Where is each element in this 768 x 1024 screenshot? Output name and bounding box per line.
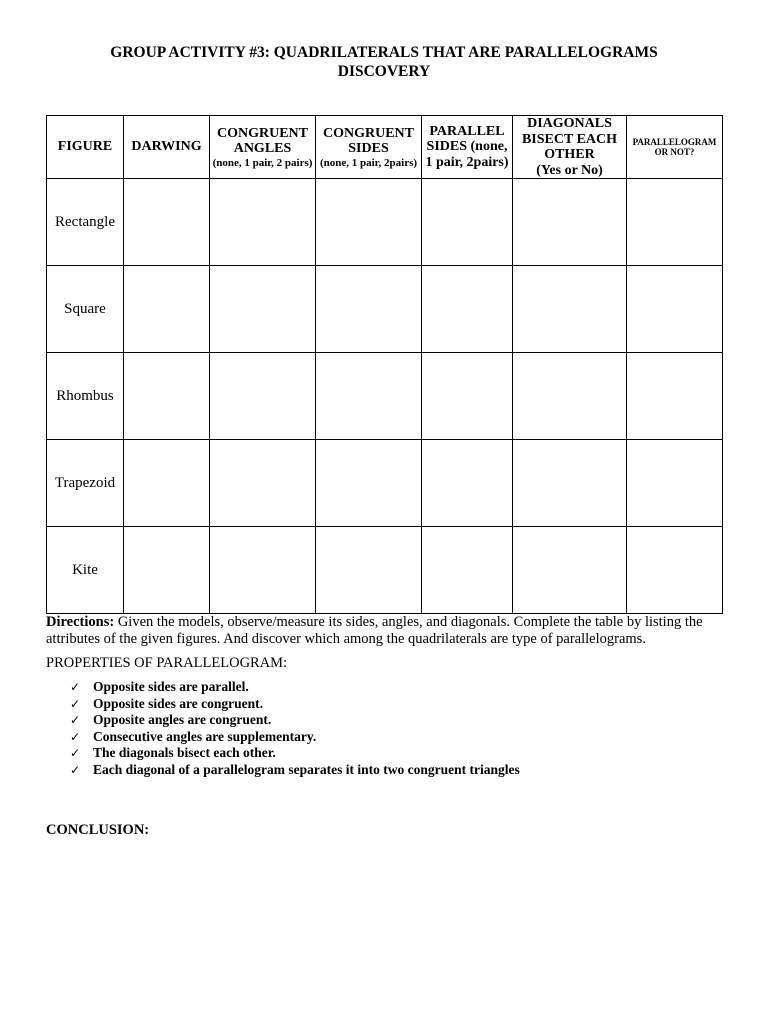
property-text: The diagonals bisect each other. [93,745,276,760]
figure-name: Square [47,266,124,353]
figure-name-text: Trapezoid [54,474,116,491]
table-row [47,440,723,527]
drawing-cell[interactable] [124,440,210,527]
checkmark-icon: ✓ [70,729,81,744]
angles-cell[interactable] [210,353,316,440]
parallelogram-cell[interactable] [627,179,723,266]
list-item [70,745,520,762]
property-text: Consecutive angles are supplementary. [93,728,317,744]
directions-text: Given the models, observe/measure its sides, angles, and diagonals. Complete the table by listing the attributes of the given figures. And discover which among the quadrilaterals are type of parallelograms. [46,614,703,647]
parallelogram-cell[interactable] [627,527,723,614]
table-row [47,179,723,266]
drawing-cell[interactable] [124,179,210,266]
header-figure: FIGURE [47,116,124,179]
header-drawing: DARWING [124,116,210,179]
table-row [47,353,723,440]
table-header-row [47,116,723,179]
drawing-cell[interactable] [124,266,210,353]
activity-table [46,115,723,614]
properties-title: PROPERTIES OF PARALLELOGRAM: [46,655,288,671]
page-title [60,43,708,81]
angles-cell[interactable] [210,440,316,527]
parallelogram-cell[interactable] [627,440,723,527]
header-congruent-angles: CONGRUENT ANGLES (none, 1 pair, 2 pairs) [210,116,316,179]
list-item [70,712,520,729]
checkmark-icon: ✓ [70,746,81,760]
header-congruent-sides: CONGRUENT SIDES (none, 1 pair, 2pairs) [316,116,422,179]
sides-cell[interactable] [316,179,422,266]
diagonals-cell[interactable] [513,179,627,266]
property-text: Opposite sides are parallel. [93,679,249,694]
drawing-cell[interactable] [124,527,210,614]
list-item [70,762,520,779]
directions-label: Directions: [46,614,115,630]
title-line-1: GROUP ACTIVITY #3: QUADRILATERALS THAT ARE PARALLELOGRAMS [110,44,658,61]
list-item [70,729,520,746]
parallel-cell[interactable] [422,266,513,353]
title-line-2: DISCOVERY [337,63,431,80]
parallelogram-cell[interactable] [627,266,723,353]
properties-list [70,679,520,778]
property-text: Opposite sides are congruent. [93,695,264,711]
sides-cell[interactable] [316,353,422,440]
diagonals-cell[interactable] [513,527,627,614]
list-item [70,679,520,696]
property-text: Opposite angles are congruent. [93,712,272,727]
property-text: Each diagonal of a parallelogram separates it into two congruent triangles [93,761,520,777]
figure-name: Rectangle [47,179,124,266]
checkmark-icon: ✓ [70,680,81,694]
angles-cell[interactable] [210,266,316,353]
angles-cell[interactable] [210,179,316,266]
sides-cell[interactable] [316,527,422,614]
parallel-cell[interactable] [422,179,513,266]
header-parallelogram-or-not: PARALLELOGRAM OR NOT? [627,116,723,179]
figure-name [47,440,124,527]
list-item [70,696,520,713]
parallel-cell[interactable] [422,527,513,614]
parallel-cell[interactable] [422,440,513,527]
sides-cell[interactable] [316,440,422,527]
checkmark-icon: ✓ [70,696,81,711]
diagonals-cell[interactable] [513,266,627,353]
header-diagonals: DIAGONALS BISECT EACH OTHER (Yes or No) [513,116,627,179]
table-row [47,266,723,353]
table-row [47,527,723,614]
checkmark-icon: ✓ [70,713,81,727]
drawing-cell[interactable] [124,353,210,440]
figure-name: Rhombus [47,353,124,440]
angles-cell[interactable] [210,527,316,614]
parallelogram-cell[interactable] [627,353,723,440]
diagonals-cell[interactable] [513,353,627,440]
diagonals-cell[interactable] [513,440,627,527]
parallel-cell[interactable] [422,353,513,440]
checkmark-icon: ✓ [70,762,81,777]
header-parallel-sides: PARALLEL SIDES (none, 1 pair, 2pairs) [422,116,513,179]
figure-name: Kite [47,527,124,614]
conclusion-heading: CONCLUSION: [46,822,150,838]
sides-cell[interactable] [316,266,422,353]
directions-paragraph [46,614,726,648]
